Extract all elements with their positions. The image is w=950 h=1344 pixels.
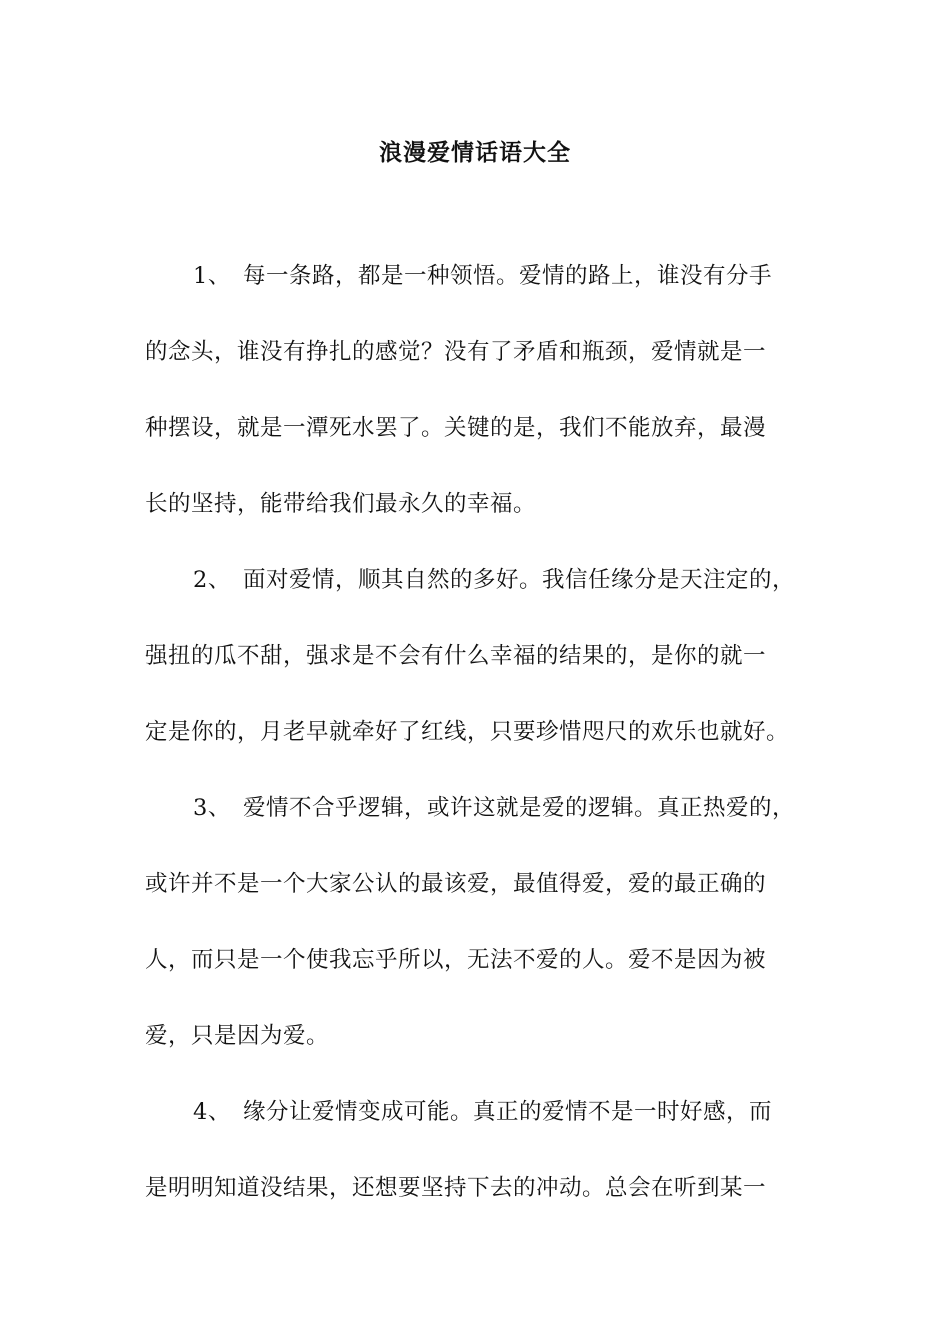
paragraph-3-line-3: 人，而只是一个使我忘乎所以，无法不爱的人。爱不是因为被 (145, 947, 767, 973)
item-number: 1、 (193, 263, 231, 289)
paragraph-3-line-1 (145, 784, 825, 860)
paragraph-1-line-4: 长的坚持，能带给我们最永久的幸福。 (145, 491, 537, 517)
item-number: 3、 (193, 795, 231, 821)
paragraph-text: 爱情不合乎逻辑，或许这就是爱的逻辑。真正热爱的， (243, 795, 796, 821)
item-number: 4、 (193, 1099, 231, 1125)
document-body (145, 252, 825, 1240)
paragraph-text: 每一条路，都是一种领悟。爱情的路上，谁没有分手 (243, 263, 773, 289)
paragraph-3-line-2: 或许并不是一个大家公认的最该爱，最值得爱，爱的最正确的 (145, 871, 767, 897)
document-title: 浪漫爱情话语大全 (379, 139, 571, 166)
item-number: 2、 (193, 567, 231, 593)
paragraph-2-line-3: 定是你的，月老早就牵好了红线，只要珍惜咫尺的欢乐也就好。 (145, 719, 790, 745)
paragraph-text: 面对爱情，顺其自然的多好。我信任缘分是天注定的， (243, 567, 796, 593)
paragraph-3-line-4: 爱，只是因为爱。 (145, 1023, 330, 1049)
paragraph-2-line-2: 强扭的瓜不甜，强求是不会有什么幸福的结果的，是你的就一 (145, 643, 767, 669)
paragraph-4-line-1 (145, 1088, 825, 1164)
paragraph-2-line-1 (145, 556, 825, 632)
paragraph-1-line-3: 种摆设，就是一潭死水罢了。关键的是，我们不能放弃，最漫 (145, 415, 767, 441)
paragraph-4-line-2: 是明明知道没结果，还想要坚持下去的冲动。总会在听到某一 (145, 1175, 767, 1201)
paragraph-text: 缘分让爱情变成可能。真正的爱情不是一时好感，而 (243, 1099, 773, 1125)
paragraph-1-line-2: 的念头，谁没有挣扎的感觉？没有了矛盾和瓶颈，爱情就是一 (145, 339, 767, 365)
paragraph-1-line-1 (145, 252, 825, 328)
